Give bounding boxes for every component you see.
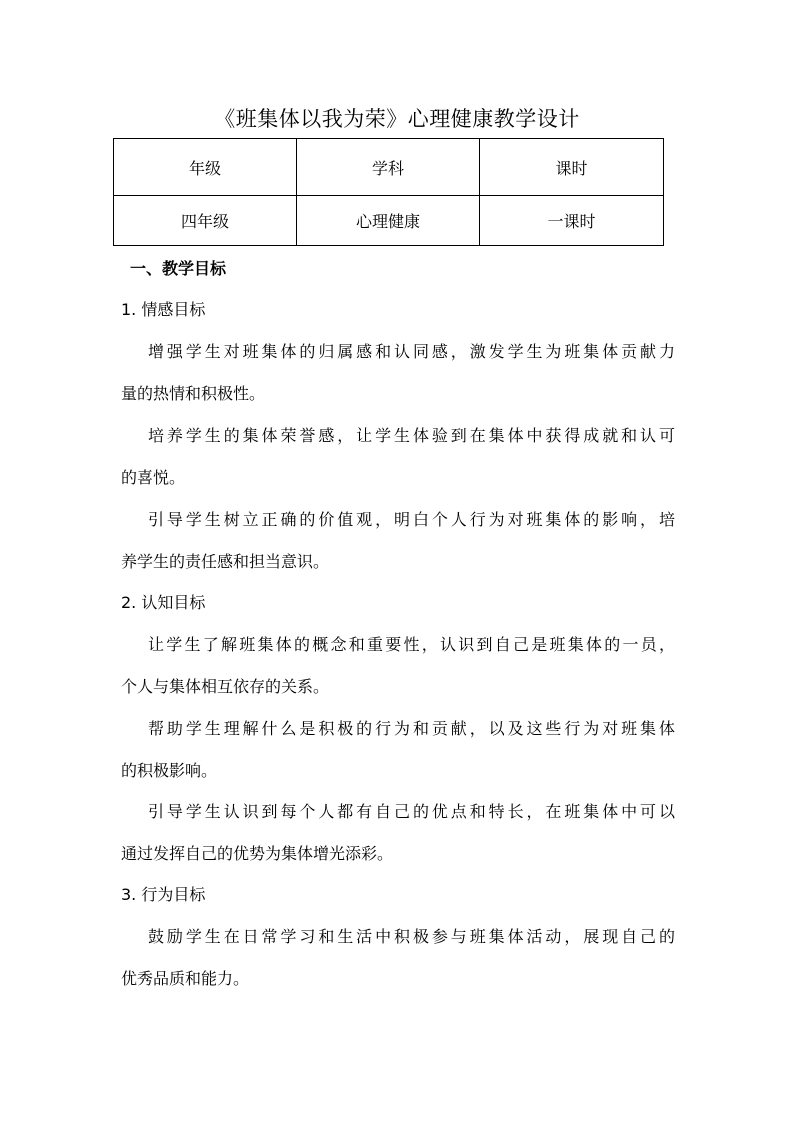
goal-1-para-2-line-1: 培养学生的集体荣誉感，让学生体验到在集体中获得成就和认可	[148, 426, 675, 445]
goal-1-para-3-line-1: 引导学生树立正确的价值观，明白个人行为对班集体的影响，培	[148, 510, 675, 529]
table-header-row	[114, 139, 664, 196]
goal-3-para-1-line-2: 优秀品质和能力。	[121, 969, 250, 988]
goal-2-para-1-line-1: 让学生了解班集体的概念和重要性，认识到自己是班集体的一员，	[148, 635, 675, 654]
table-cell-grade-header: 年级	[114, 139, 297, 196]
goal-2-para-3-line-2: 通过发挥自己的优势为集体增光添彩。	[121, 844, 394, 863]
goal-2-para-3-line-1: 引导学生认识到每个人都有自己的优点和特长，在班集体中可以	[148, 802, 675, 821]
goal-1-label: 1. 情感目标	[121, 300, 206, 319]
table-cell-subject-value: 心理健康	[297, 196, 480, 246]
table-cell-grade-value: 四年级	[114, 196, 297, 246]
info-table	[113, 138, 664, 246]
table-cell-subject-header: 学科	[297, 139, 480, 196]
goal-2-para-2-line-1: 帮助学生理解什么是积极的行为和贡献，以及这些行为对班集体	[148, 719, 675, 738]
section-heading: 一、教学目标	[130, 259, 227, 278]
goal-1-para-1-line-1: 增强学生对班集体的归属感和认同感，激发学生为班集体贡献力	[148, 342, 675, 361]
goal-1-para-3-line-2: 养学生的责任感和担当意识。	[121, 552, 330, 571]
goal-1-para-1-line-2: 量的热情和积极性。	[121, 384, 266, 403]
goal-2-para-2-line-2: 的积极影响。	[121, 761, 218, 780]
table-cell-period-header: 课时	[480, 139, 664, 196]
goal-3-label: 3. 行为目标	[121, 885, 206, 904]
table-cell-period-value: 一课时	[480, 196, 664, 246]
goal-2-para-1-line-2: 个人与集体相互依存的关系。	[121, 677, 330, 696]
table-row	[114, 196, 664, 246]
document-title: 《班集体以我为荣》心理健康教学设计	[214, 107, 580, 131]
goal-2-label: 2. 认知目标	[121, 593, 206, 612]
goal-3-para-1-line-1: 鼓励学生在日常学习和生活中积极参与班集体活动，展现自己的	[148, 927, 675, 946]
goal-1-para-2-line-2: 的喜悦。	[121, 468, 186, 487]
